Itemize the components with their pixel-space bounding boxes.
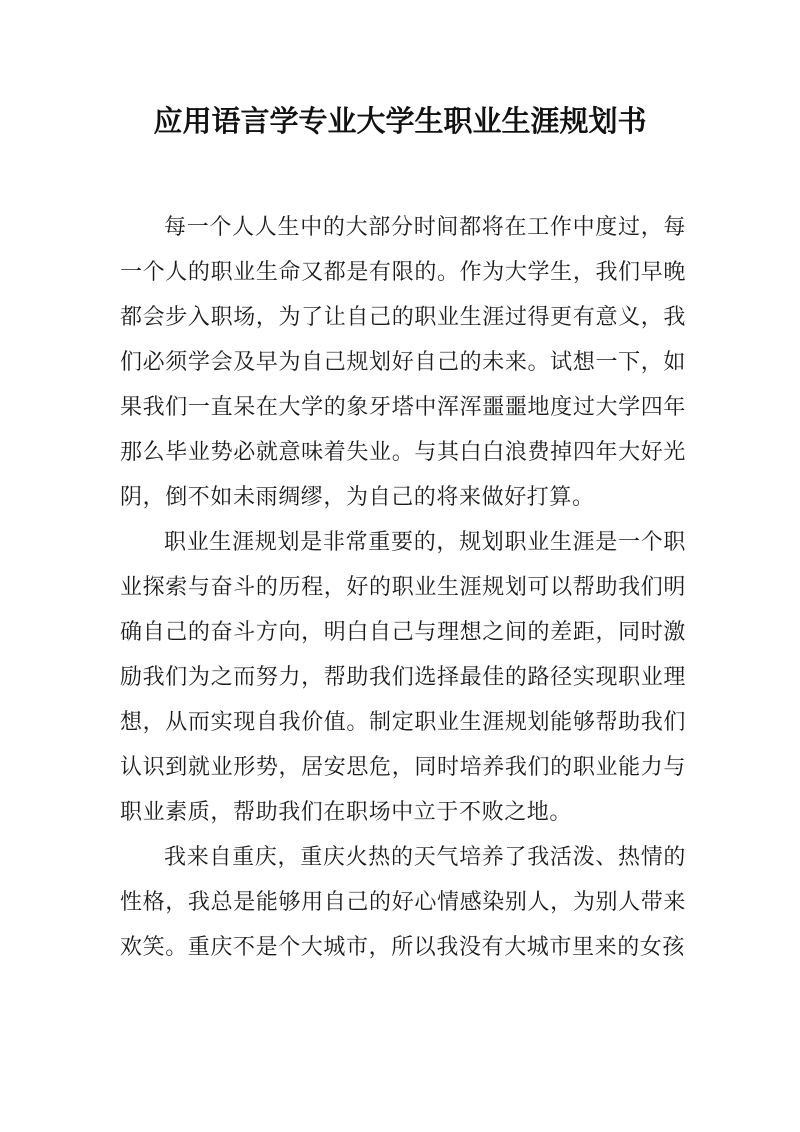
paragraph-1: 每一个人人生中的大部分时间都将在工作中度过，每一个人的职业生命又都是有限的。作为大学生，我们早晚都会步入职场，为了让自己的职业生涯过得更有意义，我们必须学会及早为自己规划好自己的未来。试想一下，如果我们一直呆在大学的象牙塔中浑浑噩噩地度过大学四年那么毕业势必就意味着失业。与其白白浪费掉四年大好光阴，倒不如未雨绸缪，为自己的将来做好打算。: [120, 215, 686, 510]
document-title: 应用语言学专业大学生职业生涯规划书: [153, 104, 647, 138]
paragraph-3: 我来自重庆，重庆火热的天气培养了我活泼、热情的性格，我总是能够用自己的好心情感染别人，为别人带来欢笑。重庆不是个大城市，所以我没有大城市里来的女孩: [120, 845, 686, 960]
paragraph-2: 职业生涯规划是非常重要的，规划职业生涯是一个职业探索与奋斗的历程，好的职业生涯规划可以帮助我们明确自己的奋斗方向，明白自己与理想之间的差距，同时激励我们为之而努力，帮助我们选择最佳的路径实现职业理想，从而实现自我价值。制定职业生涯规划能够帮助我们认识到就业形势，居安思危，同时培养我们的职业能力与职业素质，帮助我们在职场中立于不败之地。: [120, 530, 686, 825]
document-body: [120, 205, 686, 970]
